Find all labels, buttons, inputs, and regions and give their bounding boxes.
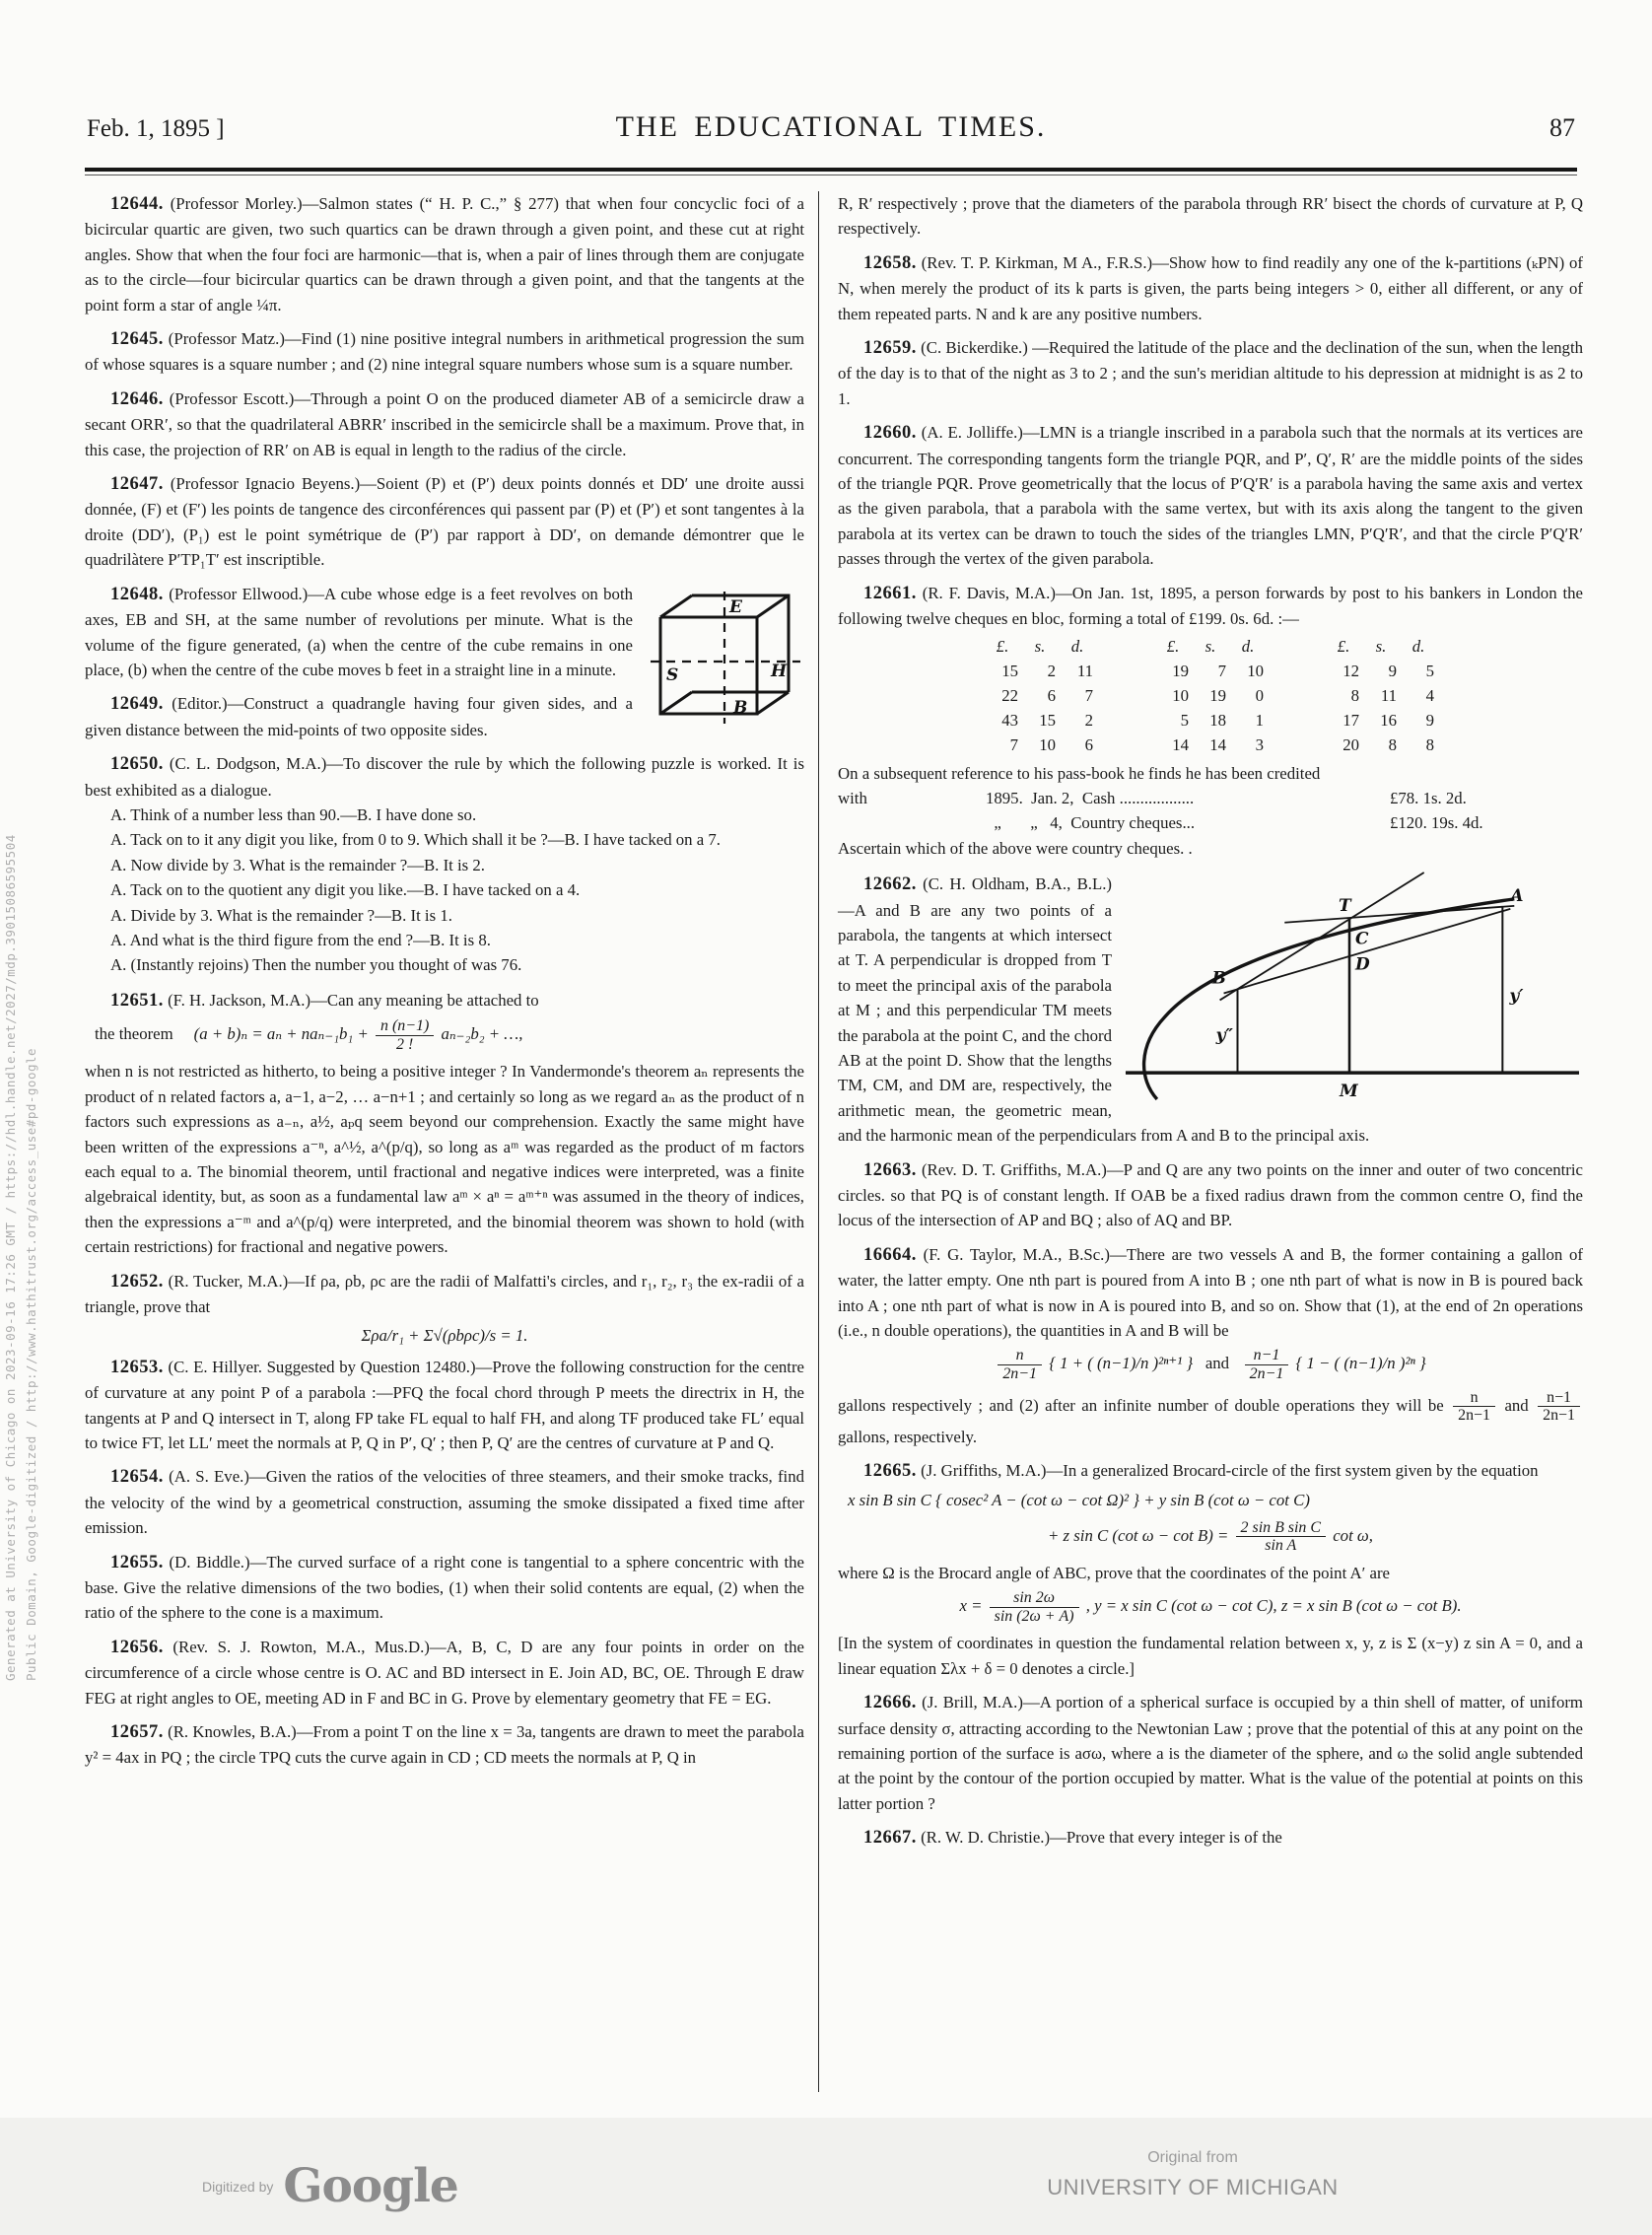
problem-12652 (85, 1269, 804, 1320)
fraction: $\frac{\text{2 sin B sin C}}{\text{sin A}}$ (1236, 1519, 1326, 1555)
problem-12667 (838, 1825, 1583, 1851)
brocard-eq-line1: x sin B sin C { cosec² A − (cot ω − cot Ω)² } + y sin B (cot ω − cot C) (848, 1491, 1310, 1510)
cheque-header: s. (1034, 636, 1046, 656)
dialogue-line: A. And what is the third figure from the end ?—B. It is 8. (110, 930, 491, 949)
problem-number: 12644. (110, 194, 164, 214)
cheque-cell: 18 (1209, 710, 1226, 730)
problem-number: 16664. (863, 1244, 917, 1265)
cheque-header: d. (1411, 636, 1425, 656)
problem-12661 (838, 581, 1583, 632)
problem-text: (Rev. T. P. Kirkman, M A., F.R.S.)—Show how to find readily any one of the k-partitions (ₖPN) of N, when merely the product of its k parts is given, the parts being integers > 0, either all different, or any of them repeated parts. N and k are any positive numbers. (838, 252, 1583, 323)
cheque-cell: 10 (1247, 661, 1264, 680)
cheque-header: d. (1070, 636, 1084, 656)
problem-number: 12651. (110, 990, 164, 1011)
problem-12655 (85, 1550, 804, 1626)
problem-12647 (85, 471, 804, 573)
journal-title: THE EDUCATIONAL TIMES. (615, 110, 1047, 143)
formula-part: , y = x sin C (cot ω − cot C), z = x sin B (cot ω − cot B). (1085, 1596, 1462, 1616)
outro-text: gallons respectively ; and (2) after an infinite number of double operations they will be (838, 1395, 1444, 1415)
passbook-entry-label: 1895. Jan. 2, Cash .................. (986, 788, 1195, 807)
dialogue-line: A. Tack on to the quotient any digit you like.—B. I have tacked on a 4. (110, 880, 581, 900)
cheque-cell: 5 (1180, 710, 1189, 730)
digitized-footer (202, 2159, 458, 2213)
fraction: $\frac{n}{2n-1}$ (998, 1347, 1042, 1382)
cheque-cell: 6 (1047, 685, 1056, 705)
problem-12646 (85, 386, 804, 462)
problem-number: 12657. (110, 1722, 164, 1743)
problem-text: (R. W. D. Christie.)—Prove that every integer is of the (921, 1828, 1282, 1848)
problem-text: (Professor Morley.)—Salmon states (“ H. P. C.,” § 277) that when four concyclic foci of a bicircular quartic are given, two such quartics can be drawn through a given point, and these cut at right angles. Show that when the four foci are harmonic—that is, when a pair of lines through them are conjugate as to the circle—four bicircular quartics can be drawn through a given point, and that the tangents at the point form a star of angle ¼π. (85, 194, 804, 314)
cheque-cell: 8 (1425, 734, 1434, 754)
problem-number: 12663. (863, 1159, 917, 1180)
cube-label-s: S (666, 664, 679, 685)
brocard-eq-line2 (838, 1519, 1583, 1555)
cheque-cell: 9 (1425, 710, 1434, 730)
parab-label-t: T (1339, 894, 1351, 915)
cheque-row (984, 733, 1437, 757)
formula-part: { 1 − ( (n−1)/n )²ⁿ } (1295, 1354, 1426, 1373)
problem-number: 12646. (110, 388, 164, 409)
cheque-cell: 0 (1255, 685, 1264, 705)
problem-12659 (838, 335, 1583, 411)
problem-number: 12649. (110, 694, 164, 715)
problem-12665 (838, 1458, 1583, 1484)
cheque-cell: 14 (1172, 734, 1189, 754)
problem-number: 12656. (110, 1637, 164, 1657)
fraction: $\frac{n-1}{2n-1}$ (1245, 1347, 1289, 1382)
problem-text: (J. Griffiths, M.A.)—In a generalized Brocard-circle of the first system given by the equation (921, 1461, 1539, 1481)
problem-text: (A. E. Jolliffe.)—LMN is a triangle inscribed in a parabola such that the normals at its vertices are concurrent. The corresponding tangents form the triangle PQR, and P′, Q′, R′ are the middle points of the sides of the triangle PQR. Prove geometrically that the locus of P′Q′R′ is a parabola having the same axis and vertex as the given parabola, that a parabola with the same vertex, but with its axis along the tangent to the given parabola at its vertex can be drawn to touch the sides of the triangles LMN, P′Q′R′, and that the circle P′Q′R′ passes through the vertex of the given parabola. (838, 423, 1583, 569)
left-column (85, 191, 804, 2092)
cube-label-h: H (771, 661, 788, 681)
binomial-formula (85, 1017, 804, 1053)
cheque-cell: 6 (1084, 734, 1093, 754)
problem-number: 12667. (863, 1828, 917, 1849)
problem-number: 12655. (110, 1552, 164, 1572)
problem-number: 12665. (863, 1461, 917, 1482)
cheque-cell: 8 (1388, 734, 1397, 754)
cheque-header: d. (1241, 636, 1255, 656)
cheque-cell: 19 (1209, 685, 1226, 705)
problem-text: (C. L. Dodgson, M.A.)—To discover the rule by which the following puzzle is worked. It is best exhibited as a dialogue. (85, 754, 804, 800)
cheque-cell: 43 (1001, 710, 1018, 730)
fraction: $\frac{n}{2n-1}$ (1453, 1389, 1495, 1425)
cheque-cell: 10 (1039, 734, 1056, 754)
cheque-header: s. (1205, 636, 1216, 656)
formula-part: cot ω, (1333, 1525, 1373, 1545)
problem-number: 12645. (110, 329, 164, 350)
issue-date: Feb. 1, 1895 ] (87, 115, 225, 142)
parab-label-c: C (1354, 928, 1369, 948)
cheque-cell: 2 (1047, 661, 1056, 680)
watermark-publicdomain-line: Public Domain, Google-digitized / http://www.hathitrust.org/access_use#pd-google (24, 1047, 38, 1681)
parab-label-y2: y″ (1215, 1024, 1233, 1045)
vessels-formula (838, 1347, 1583, 1382)
problem-text: (F. G. Taylor, M.A., B.Sc.)—There are two vessels A and B, the former containing a gallon of water, the latter empty. One nth part is poured from A into B ; one nth part of what is now in B is poured back into A ; one nth part of what is now in A is poured into B, and so on. Show that (1), at the end of 2n operations (i.e., n double operations), the quantities in A and B will be (838, 1244, 1583, 1341)
cheque-cell: 9 (1388, 661, 1397, 680)
problem-number: 12666. (863, 1693, 917, 1713)
cheque-row (984, 708, 1437, 733)
problem-12651 (85, 988, 804, 1013)
problem-text: (Professor Matz.)—Find (1) nine positive integral numbers in arithmetical progression the sum of whose squares is a square number ; and (2) nine integral square numbers whose sum is a square number. (85, 329, 805, 375)
cheque-table (984, 634, 1437, 757)
cheque-cell: 17 (1342, 710, 1359, 730)
passbook-entry (838, 786, 1583, 810)
university-label: UNIVERSITY OF MICHIGAN (1047, 2175, 1339, 2200)
cube-label-e: E (729, 596, 742, 617)
problem-number: 12654. (110, 1467, 164, 1488)
problem-number: 12653. (110, 1357, 164, 1377)
parab-label-b: B (1211, 967, 1226, 988)
problem-text: (R. Tucker, M.A.)—If ρa, ρb, ρc are the radii of Malfatti's circles, and r₁, r₂, r₃ the ex-radii of a triangle, prove that (85, 1271, 804, 1316)
problem-12653 (85, 1355, 804, 1456)
problem-text: (Rev. S. J. Rowton, M.A., Mus.D.)—A, B, C, D are any four points in order on the circumference of a circle whose centre is O. AC and BD intersect in E. Join AD, BC, OE. Through E draw FEG at right angles to OE, meeting AD in F and BC in G. Prove by elementary geometry that FE = EG. (85, 1637, 804, 1708)
cheque-cell: 3 (1255, 734, 1264, 754)
masthead (87, 110, 1575, 144)
problem-text: (A. S. Eve.)—Given the ratios of the velocities of three steamers, and their smoke tracks, find the velocity of the wind by a geometrical construction, assuming the smoke dissipated a fixed time after emission. (85, 1467, 804, 1538)
problem-text: (Professor Ellwood.)—A cube whose edge is a feet revolves on both axes, EB and SH, at the same number of revolutions per minute. What is the volume of the figure generated, (a) when the centre of the cube remains in one place, (b) when the centre of the cube moves b feet in a straight line in a minute. (85, 584, 633, 679)
cheque-cell: 7 (1217, 661, 1226, 680)
passbook-intro: On a subsequent reference to his pass-book he finds he has been credited (838, 763, 1321, 783)
right-column (838, 191, 1583, 2092)
fraction: $\frac{n-1}{2n-1}$ (1538, 1389, 1580, 1425)
problem-12645 (85, 326, 804, 378)
parab-label-y1: y′ (1509, 985, 1524, 1006)
watermark-generated-line: Generated at University of Chicago on 2023-09-16 17:26 GMT / https://hdl.handle.net/2027/mdp.39015086595504 (3, 834, 18, 1681)
dialogue-line: A. Think of a number less than 90.—B. I have done so. (110, 804, 477, 824)
problem-number: 12660. (863, 423, 917, 444)
problem-12665-note: [In the system of coordinates in question the fundamental relation between x, y, z is Σ (x−y) z sin A = 0, and a linear equation Σλx + δ = 0 denotes a circle.] (838, 1634, 1583, 1678)
cheque-cell: 7 (1084, 685, 1093, 705)
passbook-entry (838, 810, 1583, 835)
cheque-cell: 16 (1380, 710, 1397, 730)
cheque-header: £. (1166, 636, 1180, 656)
cheque-cell: 1 (1255, 710, 1264, 730)
cheque-cell: 2 (1084, 710, 1093, 730)
problem-12666 (838, 1690, 1583, 1816)
formula-part: { 1 + ( (n−1)/n )²ⁿ⁺¹ } (1049, 1354, 1194, 1373)
formula-part: (a + b)ₙ = aₙ + naₙ₋₁b₁ + (193, 1024, 369, 1044)
cheque-cell: 12 (1342, 661, 1359, 680)
problem-number: 12648. (110, 584, 164, 604)
cube-figure (647, 584, 804, 732)
problem-12650 (85, 751, 804, 803)
dialogue-line: A. Tack on to it any digit you like, from 0 to 9. Which shall it be ?—B. I have tacked on a 7. (110, 830, 721, 850)
problem-number: 12647. (110, 474, 164, 495)
problem-text: (R. F. Davis, M.A.)—On Jan. 1st, 1895, a person forwards by post to his bankers in London the following twelve cheques en bloc, forming a total of £199. 0s. 6d. :— (838, 583, 1583, 629)
cheque-header-row (984, 634, 1437, 659)
digitized-by-label: Digitized by (202, 2178, 274, 2195)
cheque-cell: 15 (1039, 710, 1056, 730)
page-body (85, 191, 1583, 2092)
dialogue-line: A. Now divide by 3. What is the remainder ?—B. It is 2. (110, 855, 485, 874)
problem-12657-continuation: R, R′ respectively ; prove that the diameters of the parabola through RR′ bisect the chords of curvature at P, Q respectively. (838, 194, 1583, 239)
passbook-entry-amount: £120. 19s. 4d. (1390, 813, 1483, 833)
problem-number: 12658. (863, 252, 917, 273)
problem-text: (C. Bickerdike.) —Required the latitude of the place and the declination of the sun, when the length of the day is to that of the night as 3 to 2 ; and the sun's meridian altitude to his depression at midnight is as 2 to 1. (838, 338, 1583, 408)
brocard-coords (838, 1589, 1583, 1625)
formula-part: + z sin C (cot ω − cot B) = (1048, 1525, 1229, 1545)
parab-label-m: M (1340, 1081, 1358, 1101)
cheque-cell: 22 (1001, 685, 1018, 705)
problem-text: (R. Knowles, B.A.)—From a point T on the line x = 3a, tangents are drawn to meet the parabola y² = 4ax in PQ ; the circle TPQ cuts the curve again in CD ; CD meets the normals at P, Q in (85, 1722, 804, 1768)
cube-label-b: B (733, 697, 748, 718)
parab-label-a: A (1510, 884, 1524, 905)
problem-text: (Editor.)—Construct a quadrangle having four given sides, and a given distance between the mid-points of two opposite sides. (85, 694, 633, 739)
original-from-footer (1005, 2149, 1380, 2200)
passbook-entry-amount: £78. 1s. 2d. (1390, 788, 1467, 807)
cheque-cell: 5 (1425, 661, 1434, 680)
outro-text: gallons, respectively. (838, 1427, 978, 1446)
passbook-with: with (838, 788, 867, 807)
problem-12658 (838, 250, 1583, 326)
problem-text: (Rev. D. T. Griffiths, M.A.)—P and Q are any two points on the inner and outer of two concentric circles. so that PQ is of constant length. If OAB be a fixed radius drawn from the common centre O, find the locus of the intersection of AP and BQ ; also of AQ and BP. (838, 1159, 1583, 1230)
cheque-cell: 14 (1209, 734, 1226, 754)
problem-number: 12662. (863, 874, 917, 895)
formula-part: x = (959, 1596, 983, 1616)
fraction: $\frac{n (n-1)}{2 !}$ (376, 1017, 434, 1053)
cheque-row (984, 659, 1437, 683)
problem-text: (D. Biddle.)—The curved surface of a right cone is tangential to a sphere concentric with the base. Give the relative dimensions of the two bodies, (1) when their solid contents are equal, (2) when the ratio of the sphere to the cone is a maximum. (85, 1552, 804, 1623)
parabola-figure (1122, 872, 1583, 1102)
google-logo: Google (283, 2159, 458, 2213)
malfatti-formula: Σρa/r₁ + Σ√(ρbρc)/s = 1. (361, 1326, 528, 1346)
cheque-cell: 8 (1350, 685, 1359, 705)
dialogue-line: A. (Instantly rejoins) Then the number you thought of was 76. (110, 955, 522, 975)
passbook-with-spacer (838, 810, 986, 835)
formula-part: aₙ₋₂b₂ + …, (441, 1024, 523, 1044)
cheque-cell: 11 (1076, 661, 1093, 680)
fraction: $\frac{\sin 2\omega}{\sin (2\omega + A)}$ (990, 1589, 1079, 1625)
problem-text: (J. Brill, M.A.)—A portion of a spherical surface is occupied by a thin shell of matter, of uniform surface density σ, attracting according to the Newtonian Law ; prove that the potential of this at any point on the remaining portion of the surface is aσω, where a is the diameter of the sphere, and ω the solid angle subtended at the point by the contour of the portion occupied by matter. What is the value of the potential at points on this latter portion ? (838, 1693, 1583, 1813)
problem-number: 12650. (110, 754, 164, 775)
page-number: 87 (1549, 113, 1575, 142)
cheque-header: s. (1375, 636, 1387, 656)
parab-label-d: D (1354, 953, 1370, 974)
problem-text: (C. E. Hillyer. Suggested by Question 12480.)—Prove the following construction for the centre of curvature at any point P of a parabola :—PFQ the focal chord through P meets the directrix in H, the tangents at P and Q intersect in T, along FP take FL equal to half FH, and along TF produced take FL′ equal to twice FT, let LL′ meet the normals at P, Q in P′, Q′ ; then P, Q′ are the centres of curvature at P and Q. (85, 1357, 804, 1452)
formula-and: and (1205, 1354, 1230, 1373)
problem-number: 12661. (863, 583, 917, 603)
problem-text: (C. H. Oldham, B.A., B.L.)—A and B are any two points of a parabola, the tangents at which intersect at T. A perpendicular is dropped from T to meet the principal axis of the parabola at M ; and this perpendicular TM meets the parabola at the point C, and the chord AB at the point D. Show that the lengths TM, CM, and DM are, respectively, the arithmetic mean, the geometric mean, and the harmonic mean of the perpendiculars from A and B to the principal axis. (838, 874, 1370, 1146)
cheque-cell: 4 (1425, 685, 1434, 705)
original-from-label: Original from (1147, 2149, 1238, 2166)
problem-12657 (85, 1719, 804, 1771)
cheque-cell: 7 (1009, 734, 1018, 754)
cheque-cell: 20 (1342, 734, 1359, 754)
problem-12651-continuation: when n is not restricted as hitherto, to being a positive integer ? In Vandermonde's theorem aₙ represents the product of n related factors a, a−1, a−2, … a−n+1 ; and certainly so long as we regard aₙ as the product of n factors such expressions as a₋ₙ, a½, aₚq seem beyond our comprehension. Exactly the same might have been written of the expressions a⁻ⁿ, a^½, a^(p/q), so long as aᵐ was regarded as the product of m factors each equal to a. The binomial theorem, until fractional and negative indices were interpreted, was a finite algebraical identity, but, as soon as a fundamental law aᵐ × aⁿ = aᵐ⁺ⁿ was assumed in the theory of indices, then the expressions a⁻ᵐ and a^(p/q) were interpreted, and the binomial theorem was shown to hold (with certain restrictions) for fractional and negative powers. (85, 1062, 804, 1257)
problem-number: 12659. (863, 338, 917, 359)
passbook-entry-label: „ „ 4, Country cheques... (986, 813, 1196, 833)
problem-12665-mid: where Ω is the Brocard angle of ABC, prove that the coordinates of the point A′ are (838, 1563, 1390, 1582)
column-divider (818, 191, 819, 2092)
formula-lead: the theorem (95, 1024, 173, 1044)
cheque-header: £. (996, 636, 1009, 656)
problem-12654 (85, 1464, 804, 1540)
cheque-cell: 19 (1172, 661, 1189, 680)
problem-16664-outro (838, 1389, 1583, 1450)
outro-text: and (1504, 1395, 1529, 1415)
problem-12662 (838, 872, 1583, 1148)
problem-text: (Professor Escott.)—Through a point O on the produced diameter AB of a semicircle draw a secant ORR′, so that the quadrilateral ABRR′ inscribed in the semicircle shall be a maximum. Prove that, in this case, the projection of RR′ on AB is equal in length to the radius of the circle. (85, 388, 804, 459)
dialogue-line: A. Divide by 3. What is the remainder ?—B. It is 1. (110, 905, 452, 925)
cheque-cell: 15 (1001, 661, 1018, 680)
problem-12644 (85, 191, 804, 317)
problem-12663 (838, 1157, 1583, 1233)
cheque-row (984, 683, 1437, 708)
problem-12656 (85, 1635, 804, 1711)
cheque-cell: 10 (1172, 685, 1189, 705)
problem-text: (F. H. Jackson, M.A.)—Can any meaning be attached to (168, 990, 539, 1010)
cheque-header: £. (1337, 636, 1350, 656)
problem-number: 12652. (110, 1271, 164, 1292)
masthead-rule (85, 168, 1577, 172)
problem-12660 (838, 420, 1583, 571)
problem-16664 (838, 1242, 1583, 1344)
problem-text: (Professor Ignacio Beyens.)—Soient (P) et (P′) deux points donnés et DD′ une droite aussi donnée, (F) et (F′) les points de tangence des circonférences qui passent par (P) et (P′) et sont tangentes à la droite (DD′), (P₁) est le point symétrique de (P′) par rapport à DD′, on demande démontrer que le quadrilàtere P′TP₁T′ est inscriptible. (85, 474, 804, 570)
passbook-outro: Ascertain which of the above were country cheques. . (838, 838, 1193, 858)
cheque-cell: 11 (1380, 685, 1397, 705)
